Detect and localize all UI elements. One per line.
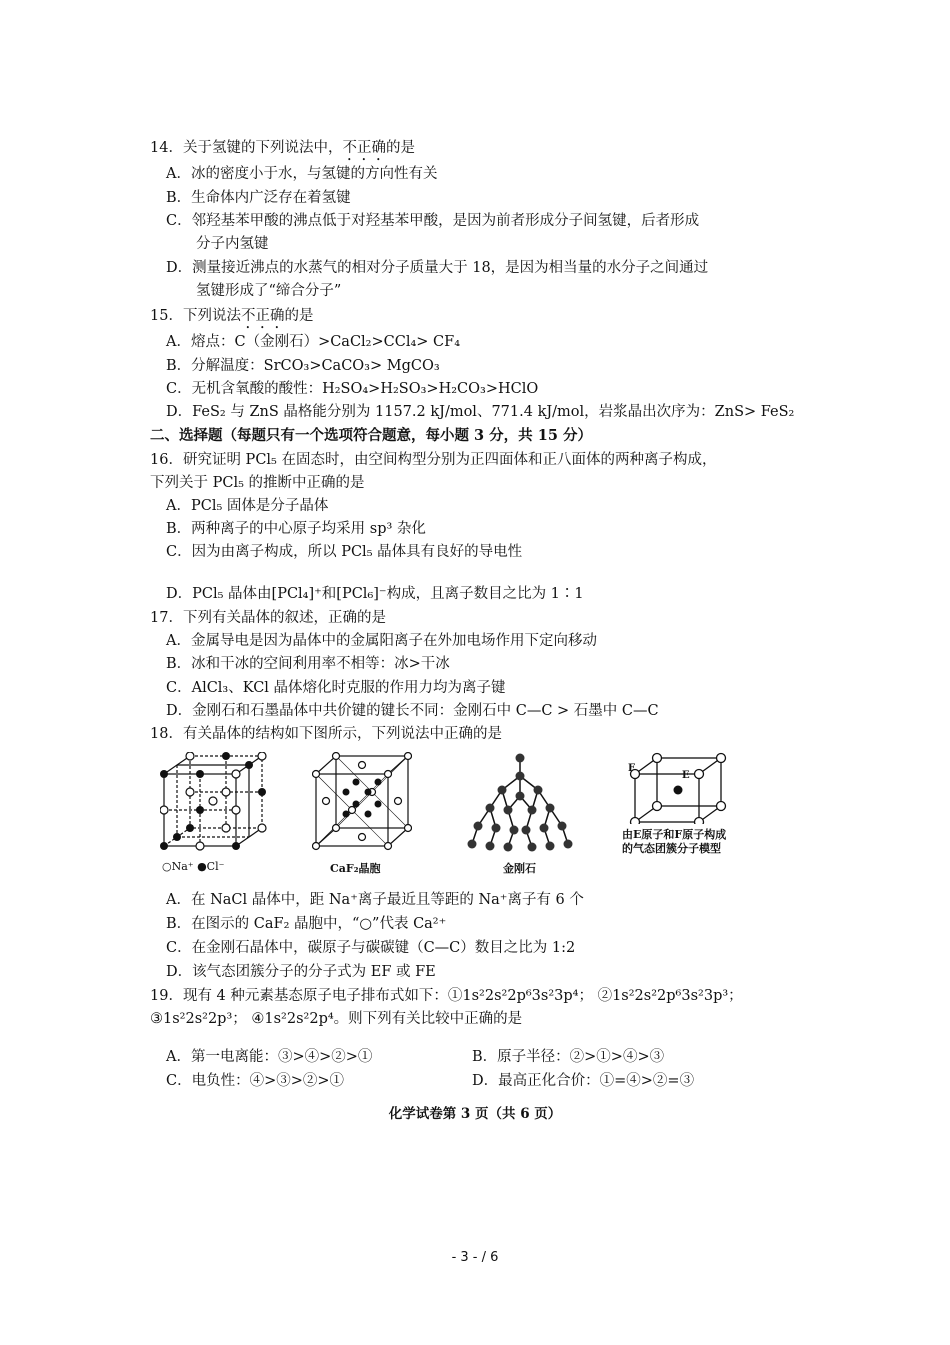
q19-option-c: C．电负性：④>③>②>① [166, 1073, 345, 1089]
q14-option-d-cont: 氢键形成了“缔合分子” [196, 283, 342, 299]
caf2-unit-cell-diagram [312, 752, 412, 852]
q16-option-b: B．两种离子的中心原子均采用 sp³ 杂化 [166, 521, 426, 537]
nacl-legend: ○Na⁺ ●Cl⁻ [162, 860, 225, 873]
q19-option-d: D．最高正化合价：①=④>②=③ [472, 1073, 695, 1089]
caf2-caption: CaF₂晶胞 [330, 862, 381, 875]
q15-option-b: B．分解温度：SrCO₃>CaCO₃> MgCO₃ [166, 358, 440, 374]
q16-stem: 16．研究证明 PCl₅ 在固态时，由空间构型分别为正四面体和正八面体的两种离子构成， [150, 452, 717, 468]
q17-option-d: D．金刚石和石墨晶体中共价键的键长不同：金刚石中 C—C > 石墨中 C—C [166, 703, 659, 719]
q16-option-a: A．PCl₅ 固体是分子晶体 [166, 498, 329, 514]
fig4-caption-2: 的气态团簇分子模型 [622, 842, 721, 855]
q15-option-a: A．熔点：C（金刚石）>CaCl₂>CCl₄> CF₄ [166, 334, 461, 350]
q19-option-a: A．第一电离能：③>④>②>① [166, 1049, 373, 1065]
section-heading: 二、选择题（每题只有一个选项符合题意，每小题 3 分，共 15 分） [150, 427, 592, 444]
q14-option-c: C．邻羟基苯甲酸的沸点低于对羟基苯甲酸，是因为前者形成分子间氢键，后者形成 [166, 213, 700, 229]
page-number: - 3 - / 6 [451, 1250, 499, 1265]
q15-stem: 15．下列说法不正确的是 [150, 308, 314, 324]
q16-option-d: D．PCl₅ 晶体由[PCl₄]⁺和[PCl₆]⁻构成，且离子数目之比为 1∶1 [166, 586, 584, 602]
q18-option-b: B．在图示的 CaF₂ 晶胞中，“○”代表 Ca²⁺ [166, 916, 447, 932]
diamond-caption: 金刚石 [503, 862, 536, 875]
q17-stem: 17．下列有关晶体的叙述，正确的是 [150, 610, 386, 626]
q14-option-b: B．生命体内广泛存在着氢键 [166, 190, 351, 206]
diamond-structure-diagram [460, 752, 580, 852]
q17-option-a: A．金属导电是因为晶体中的金属阳离子在外加电场作用下定向移动 [166, 633, 597, 649]
q18-option-c: C．在金刚石晶体中，碳原子与碳碳键（C—C）数目之比为 1:2 [166, 940, 576, 956]
nacl-structure-diagram [160, 752, 270, 852]
fig4-label-f: F [628, 763, 636, 774]
q19-stem: 19．现有 4 种元素基态原子电子排布式如下：①1s²2s²2p⁶3s²3p⁴； ②1s²2s²2p⁶3s²3p³； [150, 988, 743, 1004]
q15-option-d: D．FeS₂ 与 ZnS 晶格能分别为 1157.2 kJ/mol、771.4 kJ/mol，岩浆晶出次序为：ZnS> FeS₂ [166, 404, 795, 420]
cluster-molecule-diagram [625, 752, 735, 824]
q14-option-a: A．冰的密度小于水，与氢键的方向性有关 [166, 166, 438, 182]
q17-option-b: B．冰和干冰的空间利用率不相等：冰>干冰 [166, 656, 450, 672]
q14-stem: 14．关于氢键的下列说法中，不正确的是 [150, 140, 415, 156]
q14-option-c-cont: 分子内氢键 [196, 236, 269, 252]
q19-option-b: B．原子半径：②>①>④>③ [472, 1049, 665, 1065]
q16-stem-cont: 下列关于 PCl₅ 的推断中正确的是 [150, 475, 365, 491]
q14-option-d: D．测量接近沸点的水蒸气的相对分子质量大于 18，是因为相当量的水分子之间通过 [166, 260, 709, 276]
fig4-caption-1: 由E原子和F原子构成 [622, 828, 727, 841]
page-footer: 化学试卷第 3 页（共 6 页） [388, 1106, 562, 1122]
fig4-label-e: E [682, 770, 690, 781]
q18-stem: 18．有关晶体的结构如下图所示，下列说法中正确的是 [150, 726, 502, 742]
q16-option-c: C．因为由离子构成，所以 PCl₅ 晶体具有良好的导电性 [166, 544, 523, 560]
q18-option-a: A．在 NaCl 晶体中，距 Na⁺离子最近且等距的 Na⁺离子有 6 个 [166, 892, 584, 908]
q18-option-d: D．该气态团簇分子的分子式为 EF 或 FE [166, 964, 436, 980]
q19-stem-cont: ③1s²2s²2p³； ④1s²2s²2p⁴。则下列有关比较中正确的是 [150, 1011, 523, 1027]
q17-option-c: C．AlCl₃、KCl 晶体熔化时克服的作用力均为离子键 [166, 680, 506, 696]
q15-option-c: C．无机含氧酸的酸性：H₂SO₄>H₂SO₃>H₂CO₃>HClO [166, 381, 539, 397]
